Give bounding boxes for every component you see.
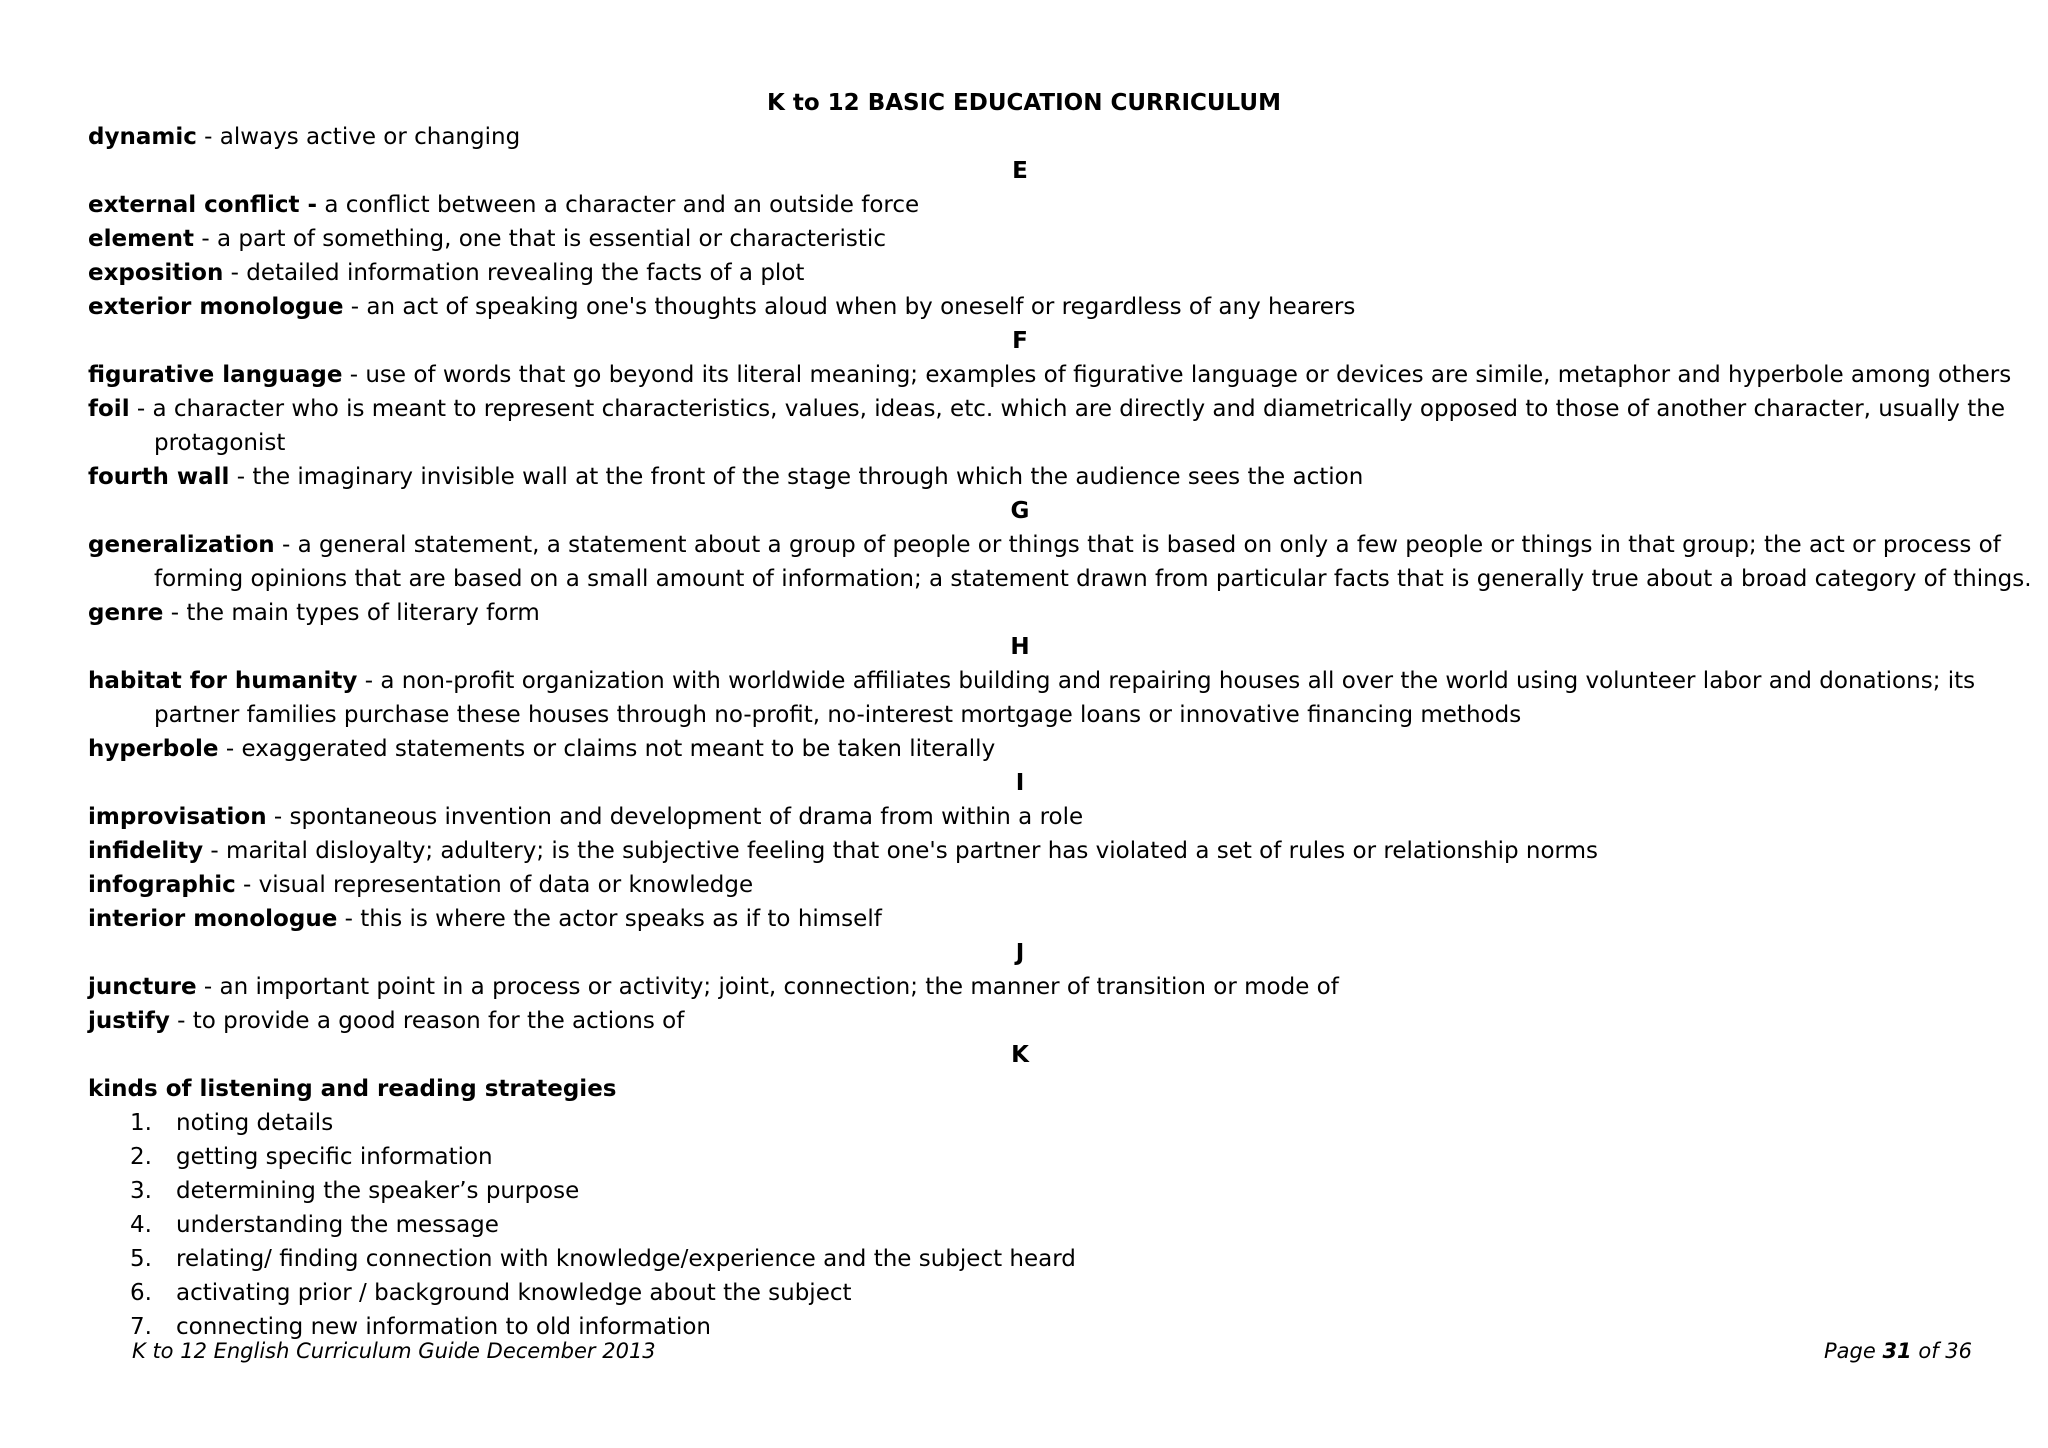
glossary-entry: infidelity - marital disloyalty; adultery; is the subjective feeling that one's partner has violated a set of rules or relationship norms [88, 838, 1598, 864]
strategy-list [88, 1106, 1988, 1344]
entry-term: element [88, 226, 195, 252]
list-text: activating prior / background knowledge about the subject [176, 1280, 852, 1306]
entry-definition: a part of something, one that is essential or characteristic [216, 226, 886, 252]
entry-term: hyperbole [88, 736, 219, 762]
glossary-entry: juncture - an important point in a process or activity; joint, connection; the manner of transition or mode of [88, 974, 1339, 1000]
list-text: connecting new information to old information [176, 1314, 711, 1340]
list-item [88, 1276, 1988, 1310]
entry-term: dynamic [88, 124, 197, 150]
section-letter-j: J [1015, 940, 1025, 966]
glossary-entry [88, 1072, 1988, 1106]
glossary-entry: foil - a character who is meant to represent characteristics, values, ideas, etc. which are directly and diametrically opposed to those of another character, usually the protagonist [88, 396, 2005, 456]
entry-term: infographic [88, 872, 236, 898]
list-item [88, 1208, 1988, 1242]
entry-definition: the main types of literary form [186, 600, 540, 626]
entry-definition: detailed information revealing the facts of a plot [246, 260, 805, 286]
entry-definition: a non-profit organization with worldwide affiliates building and repairing houses all over the world using volunteer labor and donations; its partner families purchase these houses through no-profit, no-interest mortgage loans or innovative financing methods [154, 668, 1976, 728]
entry-term: improvisation [88, 804, 267, 830]
glossary-entry: element - a part of something, one that is essential or characteristic [88, 226, 886, 252]
list-item [88, 1242, 1988, 1276]
glossary-entry: generalization - a general statement, a statement about a group of people or things that is based on only a few people or things in that group; the act or process of forming opinions that are based on a small amount of information; a statement drawn from particular facts that is generally true about a broad category of things. [88, 532, 2032, 592]
glossary-entry: figurative language - use of words that go beyond its literal meaning; examples of figurative language or devices are simile, metaphor and hyperbole among others [88, 362, 2012, 388]
entry-definition: to provide a good reason for the actions of [192, 1008, 685, 1034]
glossary-entry: exterior monologue - an act of speaking one's thoughts aloud when by oneself or regardless of any hearers [88, 294, 1356, 320]
list-number: 7. [130, 1314, 152, 1340]
section-letter-g: G [1010, 498, 1030, 524]
entry-term: figurative language [88, 362, 343, 388]
entry-term: interior monologue [88, 906, 338, 932]
section-letter-h: H [1010, 634, 1030, 660]
list-text: getting specific information [176, 1144, 493, 1170]
page-indicator: Page 31 of 36 [1823, 1339, 1972, 1363]
list-text: understanding the message [176, 1212, 499, 1238]
list-number: 1. [130, 1110, 152, 1136]
list-item [88, 1174, 1988, 1208]
glossary-entry: justify - to provide a good reason for the actions of [88, 1008, 685, 1034]
entry-definition: use of words that go beyond its literal meaning; examples of figurative language or devices are simile, metaphor and hyperbole among others [365, 362, 2012, 388]
section-letter-f: F [1012, 328, 1028, 354]
document-page [88, 86, 2032, 1344]
entry-definition: an act of speaking one's thoughts aloud when by oneself or regardless of any hearers [366, 294, 1356, 320]
list-number: 2. [130, 1144, 152, 1170]
entry-definition: always active or changing [219, 124, 521, 150]
entry-term: exterior monologue [88, 294, 344, 320]
list-text: noting details [176, 1110, 334, 1136]
glossary-entry: interior monologue - this is where the actor speaks as if to himself [88, 906, 882, 932]
list-number: 5. [130, 1246, 152, 1272]
entry-definition: this is where the actor speaks as if to himself [360, 906, 882, 932]
entry-term: fourth wall [88, 464, 230, 490]
section-letter-e: E [1012, 158, 1028, 184]
entry-term: justify [88, 1008, 170, 1034]
entry-term: generalization [88, 532, 275, 558]
glossary-entry [88, 188, 2048, 222]
section-letter-i: I [1015, 770, 1025, 796]
entry-definition: an important point in a process or activity; joint, connection; the manner of transition or mode of [219, 974, 1339, 1000]
glossary-entry: habitat for humanity - a non-profit organization with worldwide affiliates building and repairing houses all over the world using volunteer labor and donations; its partner families purchase these houses through no-profit, no-interest mortgage loans or innovative financing methods [88, 668, 1976, 728]
entry-term: habitat for humanity [88, 668, 358, 694]
entry-term: foil [88, 396, 130, 422]
list-number: 4. [130, 1212, 152, 1238]
entry-term: infidelity [88, 838, 204, 864]
entry-definition: spontaneous invention and development of drama from within a role [289, 804, 1084, 830]
entry-term: external conflict - [88, 192, 318, 218]
list-number: 6. [130, 1280, 152, 1306]
entry-definition: a general statement, a statement about a group of people or things that is based on only a few people or things in that group; the act or process of forming opinions that are based on a small amount of information; a statement drawn from particular facts that is generally true about a broad category of things. [154, 532, 2032, 592]
entry-definition: a character who is meant to represent characteristics, values, ideas, etc. which are directly and diametrically opposed to those of another character, usually the protagonist [152, 396, 2005, 456]
glossary-entry: dynamic - always active or changing [88, 124, 521, 150]
entry-definition: the imaginary invisible wall at the front of the stage through which the audience sees the action [252, 464, 1364, 490]
entry-term: kinds of listening and reading strategies [88, 1076, 617, 1102]
list-item [88, 1106, 1988, 1140]
entry-term: juncture [88, 974, 197, 1000]
page-number: 31 [1882, 1339, 1912, 1363]
list-text: relating/ finding connection with knowledge/experience and the subject heard [176, 1246, 1076, 1272]
entry-definition: visual representation of data or knowledge [258, 872, 754, 898]
glossary-entry: infographic - visual representation of data or knowledge [88, 872, 754, 898]
entry-definition: exaggerated statements or claims not meant to be taken literally [241, 736, 996, 762]
entry-term: exposition [88, 260, 224, 286]
list-text: determining the speaker’s purpose [176, 1178, 580, 1204]
section-letter-k: K [1011, 1042, 1029, 1068]
glossary-entry: improvisation - spontaneous invention and development of drama from within a role [88, 804, 1084, 830]
list-number: 3. [130, 1178, 152, 1204]
footer-guide-title: K to 12 English Curriculum Guide December 2013 [132, 1339, 656, 1363]
entry-term: genre [88, 600, 164, 626]
glossary-entry: genre - the main types of literary form [88, 600, 540, 626]
glossary-entry: fourth wall - the imaginary invisible wall at the front of the stage through which the audience sees the action [88, 464, 1364, 490]
document-title: K to 12 BASIC EDUCATION CURRICULUM [767, 90, 1281, 116]
glossary-entry: hyperbole - exaggerated statements or claims not meant to be taken literally [88, 736, 996, 762]
entry-definition: marital disloyalty; adultery; is the subjective feeling that one's partner has violated a set of rules or relationship norms [226, 838, 1598, 864]
glossary-entry: exposition - detailed information revealing the facts of a plot [88, 260, 805, 286]
list-item [88, 1140, 1988, 1174]
entry-definition: a conflict between a character and an outside force [324, 192, 920, 218]
